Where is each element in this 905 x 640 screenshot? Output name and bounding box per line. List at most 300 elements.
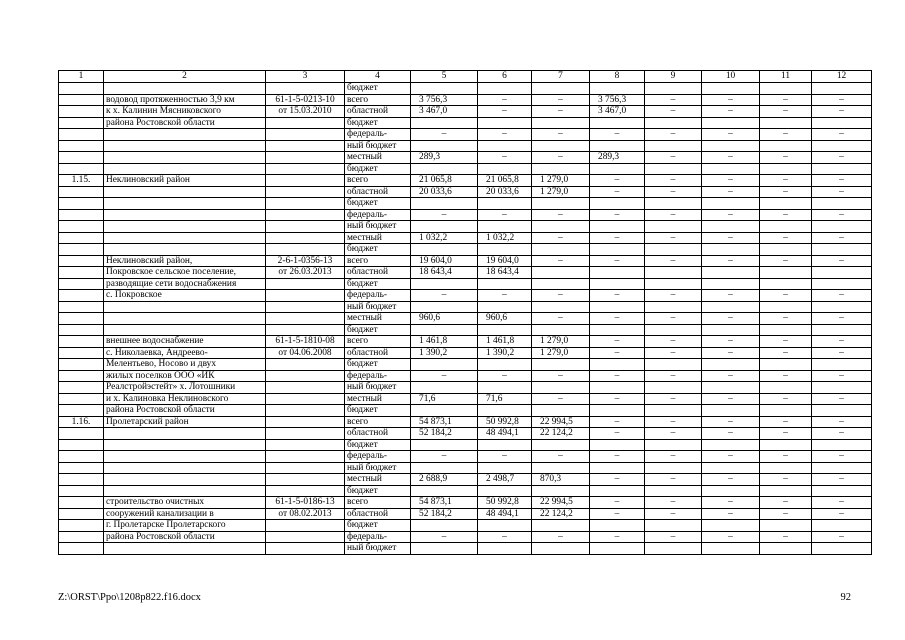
budget-source-cell: областной [345,186,411,198]
value-cell [478,439,532,451]
value-cell: – [590,416,645,428]
value-cell: – [760,370,812,382]
table-row [59,497,872,509]
value-cell [590,278,645,290]
value-cell: – [645,106,702,118]
value-cell: – [702,209,760,221]
value-cell: – [478,531,532,543]
table-row [59,163,872,175]
value-cell: – [478,370,532,382]
row-number-cell [59,198,104,210]
value-cell: – [702,428,760,440]
value-cell: – [590,255,645,267]
budget-source-cell: областной [345,508,411,520]
value-cell: – [812,347,872,359]
row-number-cell [59,531,104,543]
value-cell [702,520,760,532]
value-cell: 18 643,4 [478,267,532,279]
value-cell: – [411,531,478,543]
value-cell [760,520,812,532]
value-cell [760,543,812,555]
value-cell [702,439,760,451]
budget-source-cell: федераль- [345,451,411,463]
row-number-cell [59,129,104,141]
budget-source-cell: бюджет [345,198,411,210]
value-cell [532,301,590,313]
object-name-cell: и х. Калиновка Неклиновского [104,393,266,405]
value-cell [812,140,872,152]
table-row [59,405,872,417]
object-name-cell: Реалстройэстейт» х. Лотошники [104,382,266,394]
value-cell [702,324,760,336]
row-number-cell [59,428,104,440]
value-cell: 3 756,3 [590,94,645,106]
value-cell [645,198,702,210]
value-cell [760,405,812,417]
header-cell: 11 [760,71,812,83]
value-cell [760,301,812,313]
value-cell [411,405,478,417]
value-cell: – [702,106,760,118]
value-cell [478,359,532,371]
value-cell [812,462,872,474]
value-cell: 48 494,1 [478,428,532,440]
value-cell: – [532,106,590,118]
value-cell [702,543,760,555]
value-cell [532,462,590,474]
value-cell [645,267,702,279]
value-cell: – [812,428,872,440]
value-cell [590,267,645,279]
document-cell [266,382,345,394]
budget-source-cell: всего [345,94,411,106]
budget-source-cell: всего [345,497,411,509]
budget-source-cell: местный [345,232,411,244]
value-cell [590,117,645,129]
value-cell: – [812,175,872,187]
value-cell [760,163,812,175]
object-name-cell: строительство очистных [104,497,266,509]
row-number-cell [59,405,104,417]
value-cell [812,244,872,256]
value-cell [645,382,702,394]
value-cell [812,221,872,233]
budget-source-cell: ный бюджет [345,140,411,152]
table-row [59,175,872,187]
value-cell: – [590,232,645,244]
value-cell: – [590,497,645,509]
value-cell [702,462,760,474]
value-cell: 870,3 [532,474,590,486]
budget-source-cell: областной [345,106,411,118]
value-cell [702,198,760,210]
object-name-cell: Покровское сельское поселение, [104,267,266,279]
document-cell [266,278,345,290]
value-cell [702,301,760,313]
value-cell: – [590,451,645,463]
row-number-cell [59,301,104,313]
document-cell [266,232,345,244]
value-cell [590,198,645,210]
value-cell: – [702,232,760,244]
value-cell [478,221,532,233]
value-cell: – [812,497,872,509]
value-cell [532,83,590,95]
value-cell [532,140,590,152]
value-cell: – [590,393,645,405]
table-row [59,198,872,210]
value-cell [532,278,590,290]
row-number-cell [59,543,104,555]
document-cell: от 04.06.2008 [266,347,345,359]
object-name-cell: разводящие сети водоснабжения [104,278,266,290]
value-cell: – [812,451,872,463]
value-cell [532,359,590,371]
table-row [59,336,872,348]
table-row [59,106,872,118]
value-cell: – [812,508,872,520]
value-cell [645,485,702,497]
value-cell [702,117,760,129]
row-number-cell [59,140,104,152]
object-name-cell [104,428,266,440]
object-name-cell [104,186,266,198]
value-cell: – [645,290,702,302]
value-cell: – [760,428,812,440]
document-cell [266,221,345,233]
row-number-cell [59,94,104,106]
value-cell [702,405,760,417]
budget-source-cell: бюджет [345,405,411,417]
row-number-cell [59,117,104,129]
row-number-cell [59,255,104,267]
document-cell [266,370,345,382]
budget-source-cell: бюджет [345,324,411,336]
value-cell [645,278,702,290]
value-cell [812,163,872,175]
header-cell: 10 [702,71,760,83]
value-cell: – [590,290,645,302]
header-cell: 6 [478,71,532,83]
value-cell: – [590,209,645,221]
row-number-cell [59,290,104,302]
budget-source-cell: местный [345,313,411,325]
table-row [59,255,872,267]
row-number-cell [59,451,104,463]
value-cell: 1 461,8 [478,336,532,348]
document-cell [266,301,345,313]
value-cell [590,543,645,555]
value-cell [532,405,590,417]
value-cell: – [702,186,760,198]
value-cell: – [532,451,590,463]
table-row [59,531,872,543]
table-row [59,209,872,221]
object-name-cell: Неклиновский район [104,175,266,187]
value-cell: 960,6 [478,313,532,325]
document-cell [266,405,345,417]
value-cell: – [760,175,812,187]
budget-source-cell: областной [345,347,411,359]
value-cell: – [411,290,478,302]
row-number-cell: 1.15. [59,175,104,187]
value-cell: 1 032,2 [411,232,478,244]
value-cell: – [478,94,532,106]
object-name-cell: района Ростовской области [104,117,266,129]
value-cell [532,543,590,555]
value-cell: – [645,186,702,198]
value-cell [812,485,872,497]
value-cell: – [812,129,872,141]
budget-source-cell: федераль- [345,370,411,382]
value-cell: – [812,232,872,244]
value-cell [645,244,702,256]
value-cell: – [812,255,872,267]
value-cell [645,359,702,371]
value-cell: – [702,255,760,267]
object-name-cell: района Ростовской области [104,405,266,417]
document-cell [266,290,345,302]
value-cell [411,324,478,336]
value-cell: 3 467,0 [590,106,645,118]
object-name-cell: г. Пролетарске Пролетарского [104,520,266,532]
value-cell: – [532,393,590,405]
object-name-cell: водовод протяженностью 3,9 км [104,94,266,106]
value-cell [812,324,872,336]
value-cell: – [812,94,872,106]
value-cell: – [645,497,702,509]
value-cell [590,359,645,371]
value-cell: – [760,152,812,164]
object-name-cell: Неклиновский район, [104,255,266,267]
value-cell [478,163,532,175]
table-row [59,313,872,325]
value-cell: – [760,451,812,463]
value-cell: – [645,416,702,428]
value-cell [760,485,812,497]
document-cell: от 08.02.2013 [266,508,345,520]
value-cell [590,83,645,95]
document-cell [266,209,345,221]
value-cell: – [645,393,702,405]
value-cell: – [645,232,702,244]
value-cell: 20 033,6 [411,186,478,198]
object-name-cell [104,244,266,256]
table-row [59,324,872,336]
value-cell [590,520,645,532]
table-row [59,290,872,302]
table-row [59,508,872,520]
value-cell [478,324,532,336]
value-cell: – [478,106,532,118]
row-number-cell [59,462,104,474]
table-row [59,439,872,451]
value-cell: – [760,531,812,543]
value-cell: – [411,370,478,382]
value-cell: – [532,152,590,164]
value-cell: 19 604,0 [411,255,478,267]
value-cell: – [812,186,872,198]
object-name-cell [104,474,266,486]
object-name-cell [104,83,266,95]
document-cell: 61-1-5-1810-08 [266,336,345,348]
row-number-cell [59,393,104,405]
document-cell [266,531,345,543]
table-row [59,428,872,440]
footer-file-path: Z:\ORST\Ppo\1208p822.f16.docx [58,592,201,603]
document-cell [266,485,345,497]
value-cell: – [760,209,812,221]
value-cell [532,439,590,451]
row-number-cell [59,474,104,486]
value-cell [645,301,702,313]
value-cell: – [645,129,702,141]
value-cell: 289,3 [411,152,478,164]
value-cell [411,198,478,210]
document-cell [266,313,345,325]
object-name-cell [104,313,266,325]
value-cell: – [760,508,812,520]
value-cell: – [702,290,760,302]
value-cell [411,359,478,371]
budget-source-cell: бюджет [345,485,411,497]
row-number-cell [59,313,104,325]
document-cell: 61-1-5-0213-10 [266,94,345,106]
budget-source-cell: ный бюджет [345,543,411,555]
value-cell [478,117,532,129]
value-cell [532,117,590,129]
value-cell: 71,6 [478,393,532,405]
value-cell: – [411,129,478,141]
table-row [59,152,872,164]
row-number-cell [59,359,104,371]
value-cell: 71,6 [411,393,478,405]
budget-source-cell: ный бюджет [345,382,411,394]
value-cell: – [645,336,702,348]
budget-source-cell: областной [345,428,411,440]
value-cell: – [590,370,645,382]
value-cell [532,267,590,279]
document-cell [266,451,345,463]
document-cell [266,163,345,175]
value-cell: – [645,428,702,440]
object-name-cell [104,129,266,141]
value-cell: – [812,474,872,486]
value-cell [590,462,645,474]
value-cell [590,221,645,233]
value-cell: – [532,255,590,267]
value-cell [645,462,702,474]
object-name-cell: жилых поселков ООО «ИК [104,370,266,382]
object-name-cell: с. Покровское [104,290,266,302]
value-cell [760,83,812,95]
value-cell: 289,3 [590,152,645,164]
value-cell: – [760,416,812,428]
value-cell: – [760,393,812,405]
object-name-cell [104,163,266,175]
value-cell: – [760,336,812,348]
value-cell [645,117,702,129]
value-cell [532,221,590,233]
value-cell [590,439,645,451]
document-cell [266,359,345,371]
value-cell: 3 467,0 [411,106,478,118]
value-cell: – [702,451,760,463]
value-cell [411,462,478,474]
value-cell [760,267,812,279]
value-cell: 48 494,1 [478,508,532,520]
row-number-cell: 1.16. [59,416,104,428]
value-cell [411,543,478,555]
row-number-cell [59,186,104,198]
budget-source-cell: ный бюджет [345,221,411,233]
value-cell: – [645,347,702,359]
row-number-cell [59,520,104,532]
row-number-cell [59,324,104,336]
value-cell [478,520,532,532]
value-cell [590,140,645,152]
object-name-cell [104,209,266,221]
value-cell [645,520,702,532]
value-cell [590,485,645,497]
value-cell: – [812,209,872,221]
value-cell: – [702,336,760,348]
value-cell: – [532,370,590,382]
value-cell: – [760,255,812,267]
table-row [59,416,872,428]
table-row [59,301,872,313]
row-number-cell [59,232,104,244]
header-cell: 1 [59,71,104,83]
value-cell: 1 390,2 [478,347,532,359]
budget-source-cell: бюджет [345,117,411,129]
budget-source-cell: бюджет [345,520,411,532]
value-cell: 22 994,5 [532,497,590,509]
value-cell: – [760,313,812,325]
budget-source-cell: бюджет [345,83,411,95]
table-row [59,393,872,405]
value-cell [702,221,760,233]
table-row [59,221,872,233]
header-cell: 7 [532,71,590,83]
value-cell: – [702,152,760,164]
value-cell [702,244,760,256]
value-cell [645,405,702,417]
value-cell: – [760,474,812,486]
document-cell [266,428,345,440]
value-cell: – [702,313,760,325]
value-cell [645,439,702,451]
value-cell: – [812,531,872,543]
value-cell: – [590,175,645,187]
budget-source-cell: местный [345,393,411,405]
value-cell: – [702,175,760,187]
value-cell [532,324,590,336]
value-cell: 2 688,9 [411,474,478,486]
row-number-cell [59,370,104,382]
object-name-cell [104,221,266,233]
table-row [59,543,872,555]
budget-source-cell: всего [345,336,411,348]
value-cell: – [645,152,702,164]
value-cell [411,83,478,95]
value-cell: – [812,290,872,302]
row-number-cell [59,209,104,221]
value-cell: – [478,152,532,164]
document-cell [266,198,345,210]
value-cell: – [645,255,702,267]
value-cell: – [532,232,590,244]
